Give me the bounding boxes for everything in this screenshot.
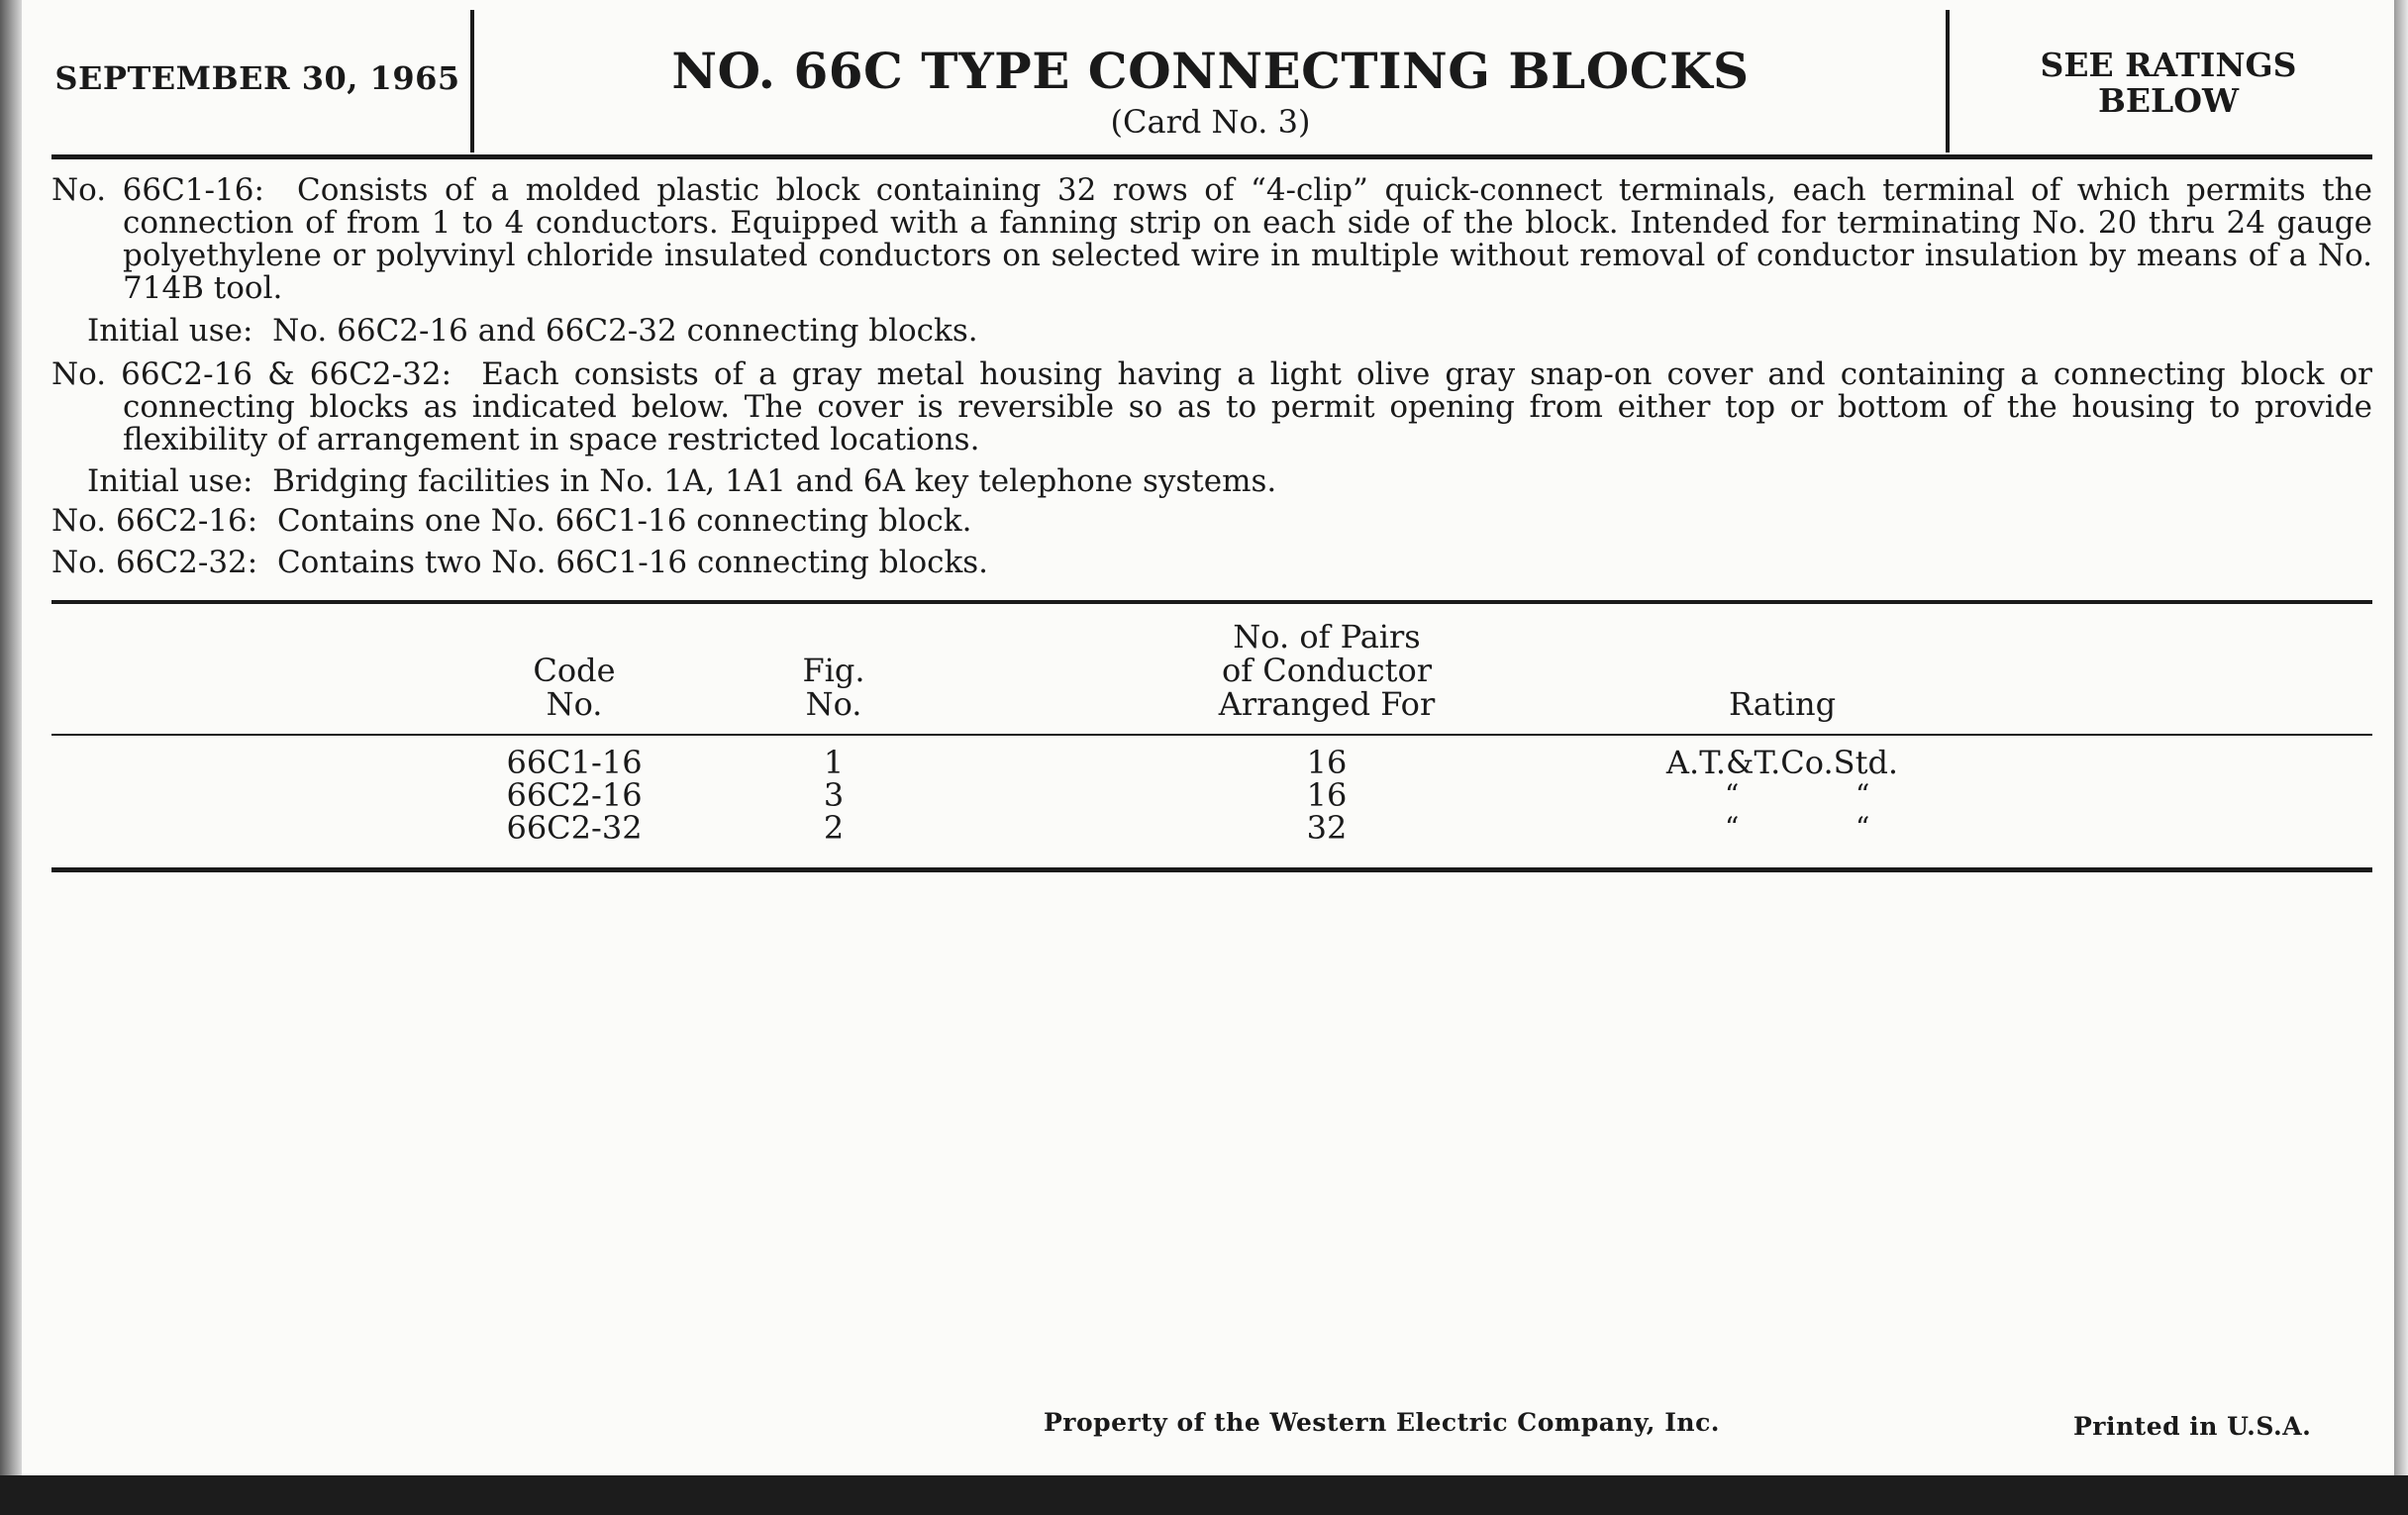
paragraph-text: Contains one No. 66C1-16 connecting block. bbox=[276, 503, 972, 539]
cell-code: 66C2-16 bbox=[506, 776, 643, 814]
header-divider-right bbox=[1946, 10, 1950, 152]
cell-fig: 2 bbox=[823, 809, 845, 847]
ratings-note-line1: SEE RATINGS bbox=[2040, 46, 2297, 84]
property-notice: Property of the Western Electric Company, Inc. bbox=[1044, 1408, 1721, 1437]
ditto-mark: “ bbox=[1856, 778, 1870, 811]
header-divider-left bbox=[470, 10, 474, 152]
cell-pairs: 32 bbox=[1306, 809, 1348, 847]
header-line: No. of Pairs bbox=[1233, 618, 1421, 656]
table-bottom-rule bbox=[51, 867, 2372, 872]
paragraph-label: No. 66C2-16 & 66C2-32: bbox=[51, 356, 452, 392]
paragraph-label: No. 66C2-16: bbox=[51, 503, 258, 539]
paragraph-text: Contains two No. 66C1-16 connecting blocks. bbox=[276, 545, 989, 580]
paragraph-text: Each consists of a gray metal housing having a light olive gray snap-on cover and containing a connecting block or connecting blocks as indicated below. The cover is reversible so as to permit opening from either top or bottom of the housing to provide flexibility of arrangement in space restricted locations. bbox=[123, 356, 2372, 457]
cell-fig: 1 bbox=[823, 744, 845, 781]
card-right-edge bbox=[2394, 0, 2408, 1475]
ditto-mark: “ bbox=[1725, 778, 1740, 811]
paragraph-label: Initial use: bbox=[87, 463, 253, 499]
paragraph-label: No. 66C1-16: bbox=[51, 172, 264, 208]
table-top-rule bbox=[51, 600, 2372, 604]
card-date: SEPTEMBER 30, 1965 bbox=[54, 59, 460, 97]
cell-rating: A.T.&T.Co.Std. bbox=[1665, 744, 1899, 781]
header-rule bbox=[51, 154, 2372, 159]
ratings-note-line2: BELOW bbox=[2097, 81, 2240, 120]
ditto-mark: “ bbox=[1856, 811, 1870, 844]
paragraph-text: Consists of a molded plastic block containing 32 rows of “4-clip” quick-connect terminals, each terminal of which permits the connection of from 1 to 4 conductors. Equipped with a fanning strip on each side of the block. Intended for terminating No. 20 thru 24 gauge polyethylene or polyvinyl chloride insulated conductors on selected wire in multiple without removal of conductor insulation by means of a No. 714B tool. bbox=[123, 172, 2372, 306]
header-line: of Conductor bbox=[1221, 652, 1433, 689]
cell-code: 66C1-16 bbox=[506, 744, 643, 781]
ratings-note bbox=[1960, 48, 2376, 119]
cell-pairs: 16 bbox=[1306, 744, 1348, 781]
paragraph-label: No. 66C2-32: bbox=[51, 545, 258, 580]
paragraph-66c1-16 bbox=[51, 174, 2372, 305]
paragraph-66c2-32 bbox=[51, 547, 2372, 579]
paragraph-text: No. 66C2-16 and 66C2-32 connecting blocks. bbox=[272, 313, 978, 349]
table-header-rule bbox=[51, 734, 2372, 736]
column-header-code bbox=[475, 654, 673, 721]
column-header-fig bbox=[735, 654, 933, 721]
header-line: Arranged For bbox=[1218, 685, 1436, 723]
column-header-pairs bbox=[1129, 620, 1525, 721]
column-header-rating: Rating bbox=[1728, 685, 1837, 723]
paragraph-66c2-16-32 bbox=[51, 358, 2372, 456]
paragraph-66c2-16 bbox=[51, 505, 2372, 538]
cell-code: 66C2-32 bbox=[506, 809, 643, 847]
paragraph-text: Bridging facilities in No. 1A, 1A1 and 6A key telephone systems. bbox=[272, 463, 1277, 499]
header-line: Fig. bbox=[802, 652, 865, 689]
paragraph-label: Initial use: bbox=[87, 313, 253, 349]
cell-fig: 3 bbox=[823, 776, 845, 814]
page-title: NO. 66C TYPE CONNECTING BLOCKS bbox=[671, 42, 1750, 100]
ditto-mark: “ bbox=[1725, 811, 1740, 844]
paragraph-initial-use-2 bbox=[87, 465, 2364, 498]
printed-in-notice: Printed in U.S.A. bbox=[2073, 1412, 2312, 1441]
card-left-edge bbox=[0, 0, 22, 1475]
paragraph-initial-use-1 bbox=[87, 315, 2364, 348]
header-line: No. bbox=[546, 685, 603, 723]
header-line: Code bbox=[533, 652, 616, 689]
header-line: No. bbox=[805, 685, 862, 723]
card-number: (Card No. 3) bbox=[1110, 103, 1311, 141]
cell-pairs: 16 bbox=[1306, 776, 1348, 814]
